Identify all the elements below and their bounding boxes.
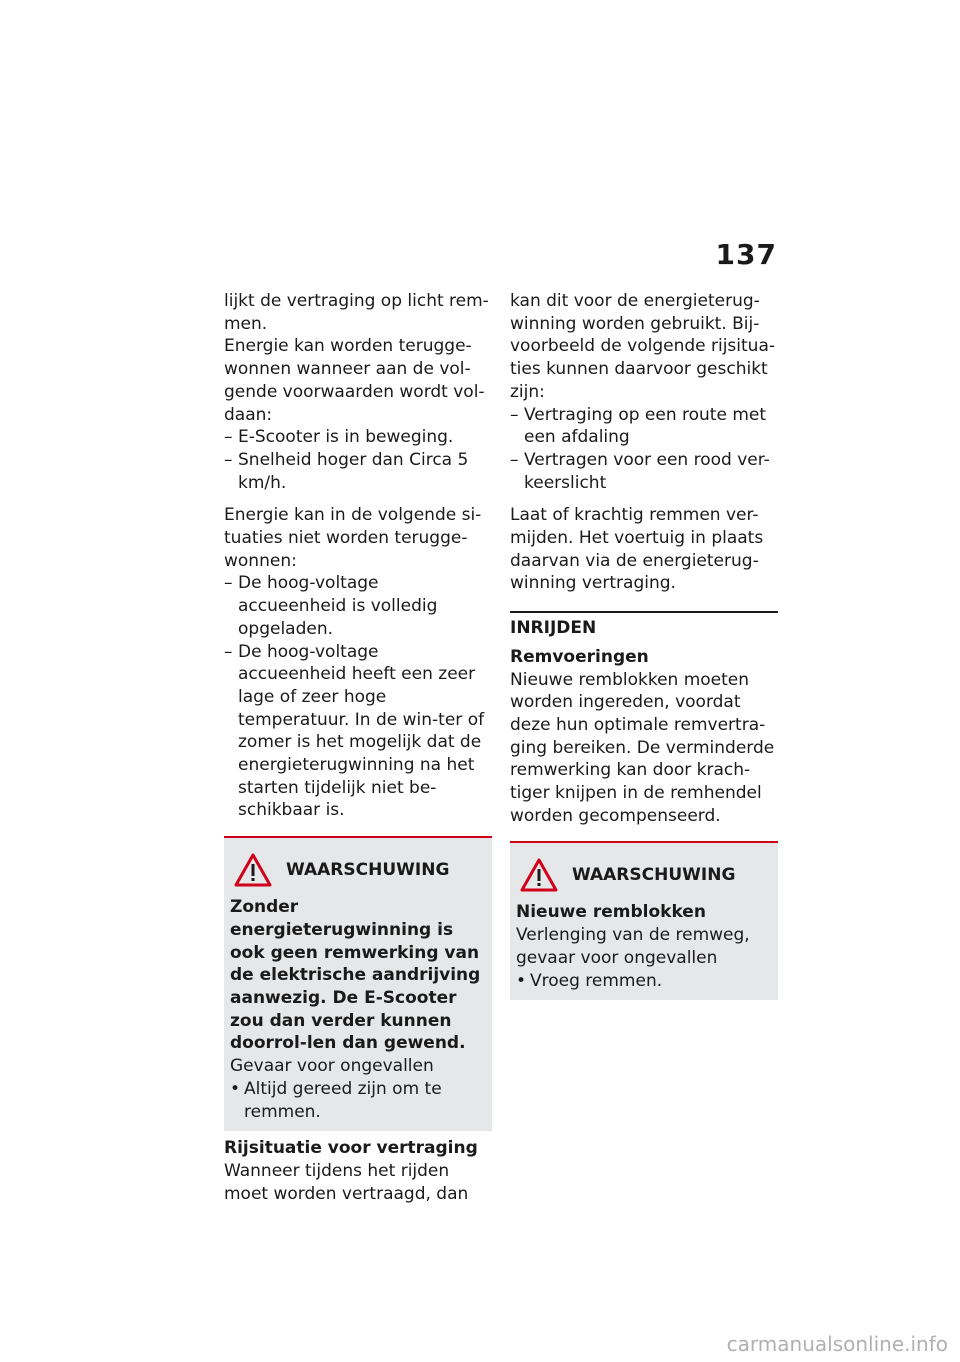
paragraph: Wanneer tijdens het rijden moet worden vertraagd, dan [224, 1160, 469, 1204]
section-divider [510, 611, 778, 640]
warning-action: • Altijd gereed zijn om te remmen. [230, 1078, 484, 1123]
paragraph: Energie kan in de volgende si-tuaties niet worden terugge-wonnen: [224, 505, 482, 571]
subheading: Remvoeringen [510, 646, 649, 667]
list-item: – Vertragen voor een rood ver-keerslicht [510, 449, 778, 494]
left-column [224, 290, 492, 1205]
page-number: 137 [715, 238, 777, 271]
list-item: – De hoog-voltage accueenheid heeft een zeer lage of zeer hoge temperatuur. In de win-ter of zomer is het mogelijk dat de energieterugwinning na het starten tijdelijk niet be-schikbaar is. [224, 641, 492, 823]
warning-title: WAARSCHUWING [572, 865, 736, 886]
warning-header [516, 855, 770, 895]
warning-hazard: Gevaar voor ongevallen [230, 1056, 434, 1077]
warning-bold-text: Nieuwe remblokken [516, 902, 706, 923]
subheading: Rijsituatie voor vertraging [224, 1138, 478, 1159]
paragraph: lijkt de vertraging op licht rem-men. [224, 291, 489, 334]
warning-triangle-icon [520, 858, 558, 892]
right-column [510, 290, 778, 1000]
paragraph: Energie kan worden terugge-wonnen wanneer aan de vol-gende voorwaarden wordt vol-daan: [224, 336, 485, 425]
warning-bold-text: Zonder energieterugwinning is ook geen remwerking van de elektrische aandrijving aanwezig. De E-Scooter zou dan verder kunnen doorrol-len dan gewend. [230, 897, 481, 1054]
warning-title: WAARSCHUWING [286, 859, 450, 880]
watermark: carmanualsonline.info [726, 1332, 948, 1356]
warning-header [230, 850, 484, 890]
warning-box [224, 836, 492, 1131]
warning-action: • Vroeg remmen. [516, 970, 770, 993]
warning-box [510, 841, 778, 1000]
paragraph: kan dit voor de energieterug-winning worden gebruikt. Bij-voorbeeld de volgende rijsitua-ties kunnen daarvoor geschikt zijn: [510, 291, 776, 402]
warning-text: Verlenging van de remweg, gevaar voor ongevallen [516, 925, 750, 968]
list-item: – De hoog-voltage accueenheid is volledig opgeladen. [224, 572, 492, 640]
paragraph: Nieuwe remblokken moeten worden ingereden, voordat deze hun optimale remvertra-ging bereiken. De verminderde remwerking kan door krach-tiger knijpen in de remhendel worden gecompenseerd. [510, 669, 775, 826]
list-item: – Vertraging op een route met een afdaling [510, 404, 778, 449]
list-item: – Snelheid hoger dan Circa 5 km/h. [224, 449, 492, 494]
list-item: – E-Scooter is in beweging. [224, 426, 492, 449]
section-title: INRIJDEN [510, 618, 597, 639]
paragraph: Laat of krachtig remmen ver-mijden. Het voertuig in plaats daarvan via de energieterug-winning vertraging. [510, 505, 764, 594]
warning-triangle-icon [234, 853, 272, 887]
